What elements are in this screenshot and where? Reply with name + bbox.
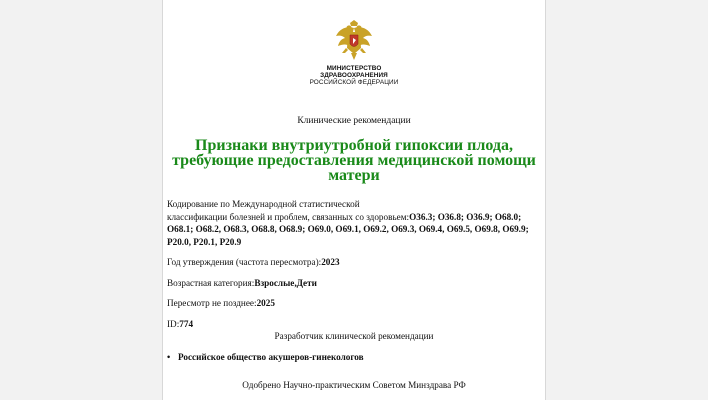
list-item: • Российское общество акушеров-гинекологов: [167, 352, 364, 362]
review-deadline: [167, 297, 539, 310]
approval-year: [167, 256, 539, 269]
approval-note: Одобрено Научно-практическим Советом Минздрава РФ: [242, 380, 466, 390]
russian-coat-of-arms-icon: [334, 20, 374, 62]
document-id: [167, 318, 539, 331]
document-details: [167, 198, 539, 330]
coding-label-line-1: Кодирование по Международной статистической: [167, 199, 360, 209]
ministry-line-2: ЗДРАВООХРАНЕНИЯ: [320, 72, 388, 79]
developer-heading: Разработчик клинической рекомендации: [274, 331, 434, 341]
icd-codes-line-2: O68.1; O68.2, O68.3, O68.8, O68.9; O69.0, O69.1, O69.2, O69.3, O69.4, O69.5, O69.8, O69.9;: [167, 224, 529, 234]
document-page: [162, 0, 546, 400]
ministry-header: [163, 20, 545, 86]
ministry-line-1: МИНИСТЕРСТВО: [326, 65, 382, 72]
ministry-name: [163, 65, 545, 86]
review-deadline-label: Пересмотр не позднее:: [167, 298, 257, 308]
age-category-label: Возрастная категория:: [167, 277, 255, 288]
approval-year-value: 2023: [321, 257, 340, 267]
developer-list: [167, 352, 364, 362]
age-category-value: Взрослые,Дети: [254, 277, 317, 288]
document-title: Признаки внутриутробной гипоксии плода, требующие предоставления медицинской помощи матери: [172, 137, 536, 184]
age-category: [167, 277, 539, 290]
icd-codes-line-3: P20.0, P20.1, P20.9: [167, 236, 242, 247]
document-type: Клинические рекомендации: [297, 116, 411, 126]
approval-year-label: Год утверждения (частота пересмотра):: [167, 257, 322, 267]
review-deadline-value: 2025: [256, 298, 275, 308]
document-id-value: 774: [179, 318, 194, 329]
ministry-line-3: РОССИЙСКОЙ ФЕДЕРАЦИИ: [309, 79, 399, 86]
document-id-label: ID:: [167, 318, 180, 329]
icd-codes-line-1: O36.3; O36.8; O36.9; O68.0;: [409, 211, 522, 222]
coding-label-line-2: классификации болезней и проблем, связанных со здоровьем:: [167, 211, 410, 222]
coding-line-2: [167, 211, 539, 224]
